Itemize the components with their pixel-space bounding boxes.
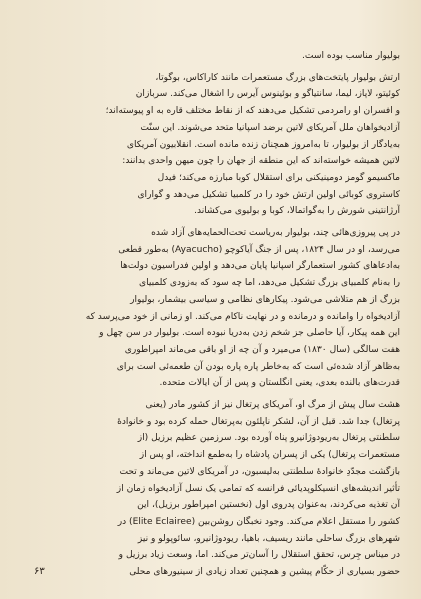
text-line: این همه پیکار، آیا حاصلی جز شخم زدن به‌دریا نبوده است. بولیوار در سن چهل و xyxy=(99,328,400,339)
text-line: در پی پیروزی‌هائی چند، بولیوار به‌ریاست تحت‌الحمایه‌های آزاد شده xyxy=(151,228,400,239)
text-line: هفت سالگی (سال ۱۸۳۰) می‌میرد و آن چه از او باقی می‌ماند امپراطوری xyxy=(124,344,400,355)
text-line: حضور بسیاری از حکّام پیشین و همچنین تعداد زیادی از سینیورهای محلی xyxy=(129,567,400,578)
text-line: آزادیخواه را وامانده و درمانده و در نهایت ناکام می‌کند. او زمانی از خود می‌پرسد که xyxy=(85,311,400,322)
text-line: شهرهای بزرگ ساحلی مانند ریسیف، باهیا، ریودوژانیرو، سائوپولو و نیز xyxy=(137,533,400,544)
text-line: ارتش بولیوار پایتخت‌های بزرگ مستعمرات مانند کاراکاس، بوگوتا، xyxy=(155,72,400,83)
text-line: هشت سال پیش از مرگ او، آمریکای پرتغال نیز از کشور مادر (یعنی xyxy=(145,400,400,411)
text-line: به‌ظاهر آزاد شده‌ئی است که به‌خاطر پاره پاره بودن آن طعمه‌ئی است برای xyxy=(116,361,400,372)
page-body-text xyxy=(30,48,400,581)
text-line: پرتغال) جدا شد. قبل از آن، لشکر ناپلئون به‌پرتغال حمله کرده بود و خانوادهٔ xyxy=(117,416,400,427)
text-line: آن تغذیه می‌کردند، به‌عنوان پدروی اول (نخستین امپراطور برزیل)، این xyxy=(137,500,400,511)
page-number: ۶۳ xyxy=(34,566,45,577)
text-line: آزادیخواهان ملل آمریکای لاتین برضد اسپانیا متحد می‌شوند. این سنّت xyxy=(140,122,400,133)
text-line: بازگشت مجدّدِ خانوادهٔ سلطنتی به‌لیسبون، در آمریکای لاتین می‌ماند و تحت xyxy=(119,466,400,477)
text-line: آرژانتینی شورش را به‌گواتمالا، کوبا و بولیوی می‌کشاند. xyxy=(194,206,400,217)
text-line: مستعمرات پرتغال) یکی از پسران پادشاه را به‌طمع انداخته، او پس از xyxy=(139,450,400,461)
paragraph xyxy=(30,225,400,392)
text-line: می‌رسد، او در سال ۱۸۲۴، پس از جنگ آیاکوچو (Ayacucho) به‌طور قطعی xyxy=(118,244,400,255)
text-line: در میناس جِرس، تحقق استقلال را آسان‌تر می‌کند. اما، وسعت زیاد برزیل و xyxy=(118,550,400,561)
text-line: به‌یادگار از بولیوار، تا به‌امروز همچنان زنده مانده است. انقلابیون آمریکای xyxy=(126,139,400,150)
paragraph xyxy=(30,48,400,65)
text-line: به‌ادعاهای کشور استعمارگر اسپانیا پایان می‌دهد و اولین فدراسیون دولت‌ها xyxy=(120,261,400,272)
text-line: تأثیر اندیشه‌های انسیکلوپدیائی فرانسه که تمامی یک نسل آزادیخواه زمان از xyxy=(116,483,400,494)
paragraph xyxy=(30,397,400,581)
text-line: کاسترو‌ی کوبائی اولین ارتش خود را در کلمبیا تشکیل می‌دهد و گوارای xyxy=(137,189,400,200)
text-line: بزرگ از هم متلاشی می‌شود. پیکارهای نظامی و سیاسی بیشمار، بولیوار xyxy=(130,294,400,305)
text-line: بولیوار مناسب بوده است. xyxy=(302,51,400,61)
text-line: سلطنتی پرتغال به‌ریودوژانیرو پناه آورده بود. سرزمین عظیم برزیل (از xyxy=(137,433,400,444)
text-line: کشور را مستقل اعلام می‌کند. وجود نخبگان روشن‌بین (Elite Eclairee) در xyxy=(117,516,400,527)
text-line: کوئیتو، لاپاز، لیما، سانتیاگو و بوئینوس آیرس را اشغال می‌کند. سربازان xyxy=(135,89,400,100)
text-line: لاتین همیشه خواسته‌اند که این منطقه از جهان را چون میهن واحدی بدانند: xyxy=(122,156,400,167)
text-line: را به‌نام کلمبیای بزرگ تشکیل می‌دهد، اما چه سود که به‌زودی کلمبیای xyxy=(139,278,400,289)
text-line: و افسران او رامردمی تشکیل می‌دهند که از نقاط مختلف قاره به او پیوسته‌اند؛ xyxy=(105,106,400,117)
text-line: ماکسیمو گومز دومینیکنی برای استقلال کوبا مبارزه می‌کند؛ فیدل xyxy=(157,172,400,183)
paragraph xyxy=(30,70,400,220)
text-line: قدرت‌های بالنده بعدی، یعنی انگلستان و پس از آن ایالات متحده. xyxy=(159,378,400,389)
